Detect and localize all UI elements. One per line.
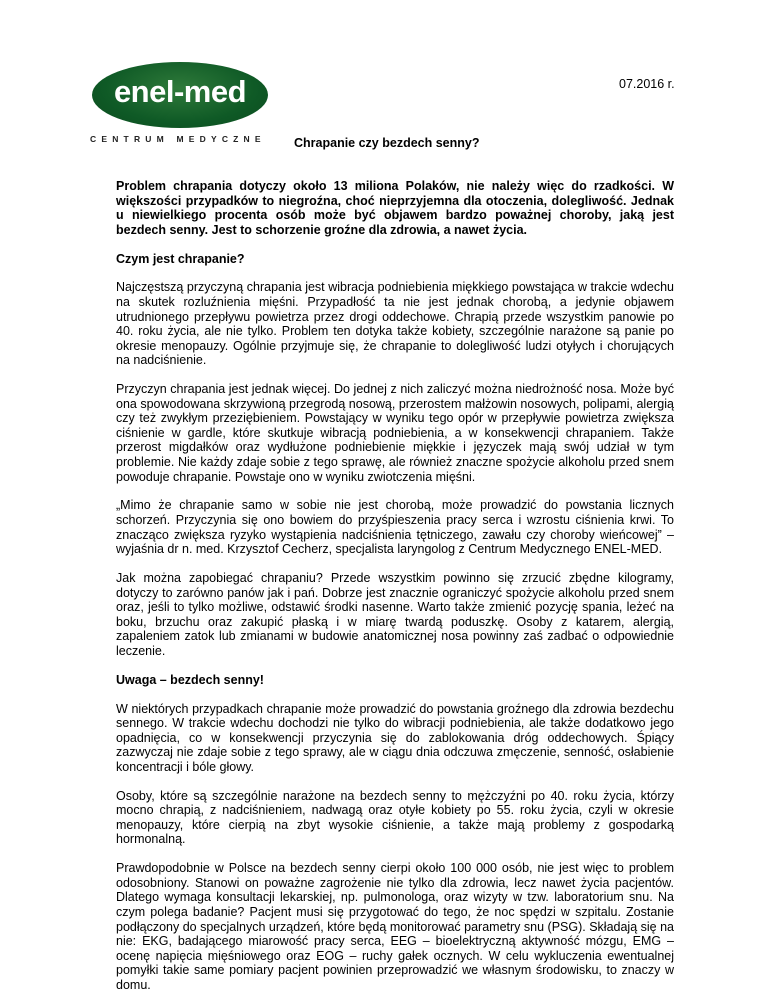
paragraph: Najczęstszą przyczyną chrapania jest wibracja podniebienia miękkiego powstająca w trakcie wdechu na skutek rozluźnienia mięśni. Przypadłość ta nie jest jednak chorobą, a jedynie objawem utrudnionego przepływu powietrza przez drogi oddechowe. Chrapią przede wszystkim panowie po 40. roku życia, ale nie tylko. Problem ten dotyka także kobiety, szczególnie narażone są panie po okresie menopauzy. Ogólnie przyjmuje się, że chrapanie to dolegliwość ludzi otyłych i chorujących na nadciśnienie. <box>116 280 674 368</box>
document-date: 07.2016 r. <box>619 77 675 91</box>
article-body <box>116 179 674 1007</box>
section-heading-bezdech: Uwaga – bezdech senny! <box>116 672 264 687</box>
paragraph: Osoby, które są szczególnie narażone na bezdech senny to mężczyźni po 40. roku życia, którzy mocno chrapią, z nadciśnieniem, nadwagą oraz otyłe kobiety po 55. roku życia, czyli w okresie menopauzy, które cierpią na zbyt wysokie ciśnienie, a także mają problemy z gospodarką hormonalną. <box>116 788 674 847</box>
lead-paragraph: Problem chrapania dotyczy około 13 miliona Polaków, nie należy więc do rzadkości. W większości przypadków to niegroźna, choć nieprzyjemna dla otoczenia, dolegliwość. Jednak u niewielkiego procenta osób może być objawem bardzo poważnej choroby, jaką jest bezdech senny. Jest to schorzenie groźne dla zdrowia, a nawet życia. <box>116 179 674 237</box>
logo-text: enel-med <box>113 74 247 109</box>
enel-med-logo <box>92 62 268 144</box>
paragraph: W niektórych przypadkach chrapanie może prowadzić do powstania groźnego dla zdrowia bezdechu sennego. W trakcie wdechu dochodzi nie tylko do wibracji podniebienia, ale także dodatkowo jego opadnięcia, co w konsekwencji przyczynia się do zablokowania dróg oddechowych. Śpiący zazwyczaj nie zdaje sobie z tego sprawy, ale w ciągu dnia odczuwa zmęczenie, senność, osłabienie koncentracji i bóle głowy. <box>116 701 674 774</box>
logo-subtitle: CENTRUM MEDYCZNE <box>90 134 266 144</box>
paragraph: Przyczyn chrapania jest jednak więcej. Do jednej z nich zaliczyć można niedrożność nosa. Może być ona spowodowana skrzywioną przegrodą nosową, przerostem małżowin nosowych, polipami, alergią czy też zwykłym przeziębieniem. Powstający w wyniku tego opór w przepływie powietrza zwiększa ciśnienie w gardle, które skutkuje wibracją podniebienia, a w konsekwencji chrapaniem. Także przerost migdałków oraz wydłużone podniebienie miękkie i języczek mają swój udział w tym problemie. Nie każdy zdaje sobie z tego sprawę, ale również znaczne spożycie alkoholu przed snem powoduje chrapanie. Powstaje ono w wyniku zwiotczenia mięśni. <box>116 382 674 484</box>
paragraph-quote: „Mimo że chrapanie samo w sobie nie jest chorobą, może prowadzić do powstania licznych schorzeń. Przyczynia się ono bowiem do przyśpieszenia pracy serca i wzrostu ciśnienia krwi. To znacząco zwiększa ryzyko wystąpienia nadciśnienia tętniczego, zawału czy choroby wieńcowej” – wyjaśnia dr n. med. Krzysztof Cecherz, specjalista laryngolog z Centrum Medycznego ENEL-MED. <box>116 498 674 557</box>
section-heading-chrapanie: Czym jest chrapanie? <box>116 251 245 266</box>
paragraph: Jak można zapobiegać chrapaniu? Przede wszystkim powinno się zrzucić zbędne kilogramy, dotyczy to zarówno panów jak i pań. Dobrze jest znacznie ograniczyć spożycie alkoholu przed snem oraz, jeśli to tylko możliwe, odstawić środki nasenne. Warto także zmienić pozycję spania, leżeć na boku, brzuchu oraz zakupić płaską i w miarę twardą poduszkę. Osoby z katarem, alergią, zapaleniem zatok lub zmianami w budowie anatomicznej nosa powinny zaś zadbać o odpowiednie leczenie. <box>116 571 674 658</box>
paragraph: Prawdopodobnie w Polsce na bezdech senny cierpi około 100 000 osób, nie jest więc to problem odosobniony. Stanowi on poważne zagrożenie nie tylko dla zdrowia, lecz nawet życia pacjentów. Dlatego wymaga konsultacji lekarskiej, np. pulmonologa, oraz wizyty w tzw. laboratorium snu. Na czym polega badanie? Pacjent musi się przygotować do tego, że noc spędzi w szpitalu. Zostanie podłączony do specjalnych urządzeń, które będą monitorować parametry snu (PSG). Składają się na nie: EKG, badającego miarowość pracy serca, EEG – bioelektryczną aktywność mózgu, EMG – ocenę napięcia mięśniowego oraz EOG – ruchy gałek ocznych. W celu wykluczenia ewentualnej pomyłki takie same pomiary pacjent powinien przeprowadzić we własnym środowisku, to znaczy w domu. <box>116 861 674 992</box>
document-title: Chrapanie czy bezdech senny? <box>294 136 480 150</box>
